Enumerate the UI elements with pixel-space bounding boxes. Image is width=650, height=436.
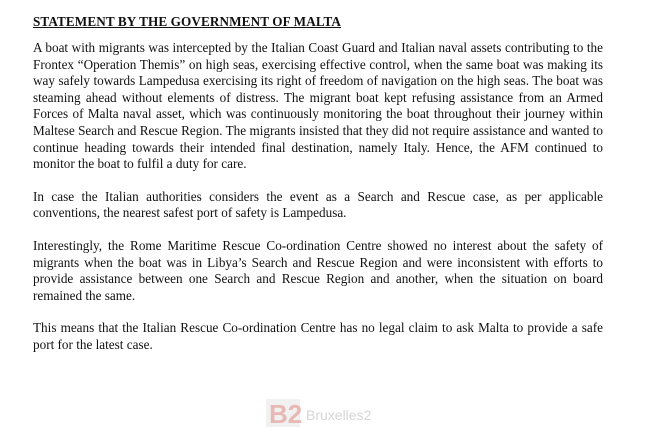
bruxelles2-watermark — [266, 397, 392, 431]
watermark-text: Bruxelles2 — [306, 407, 372, 423]
paragraph-port-of-safety: In case the Italian authorities considers the event as a Search and Rescue case, as per applicable conventions, the nearest safest port of safety is Lampedusa. — [33, 188, 603, 221]
statement-document — [33, 14, 603, 370]
b2-logo-icon — [266, 397, 302, 429]
logo-text: B2 — [269, 399, 302, 429]
paragraph-legal-claim: This means that the Italian Rescue Co-ordination Centre has no legal claim to ask Malta to provide a safe port for the latest case. — [33, 320, 603, 352]
paragraph-rome-mrcc: Interestingly, the Rome Maritime Rescue Co-ordination Centre showed no interest about the safety of migrants when the boat was in Libya’s Search and Rescue Region and were inconsistent with efforts to provide assistance between one Search and Rescue Region and another, when the situation on board remained the same. — [33, 237, 603, 303]
paragraph-interception: A boat with migrants was intercepted by the Italian Coast Guard and Italian naval assets contributing to the Frontex “Operation Themis” on high seas, exercising effective control, when the same boat was making its way safely towards Lampedusa exercising its right of freedom of navigation on the high seas. The boat was steaming ahead without elements of distress. The migrant boat kept refusing assistance from an Armed Forces of Malta naval asset, which was continuously monitoring the boat throughout their journey within Maltese Search and Rescue Region. The migrants insisted that they did not require assistance and wanted to continue heading towards their intended final destination, namely Italy. Hence, the AFM continued to monitor the boat to fulfil a duty for care. — [33, 40, 603, 172]
document-title: STATEMENT BY THE GOVERNMENT OF MALTA — [33, 14, 342, 29]
